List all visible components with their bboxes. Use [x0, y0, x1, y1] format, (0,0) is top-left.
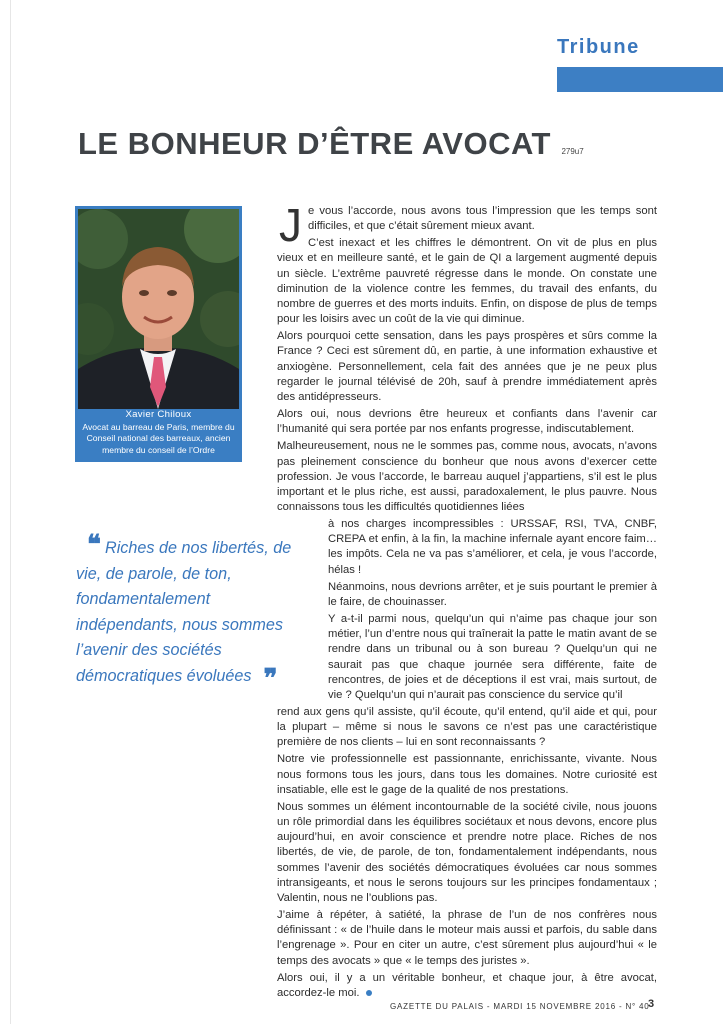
paragraph-text: Alors oui, il y a un véritable bonheur, et chaque jour, à être avocat, accordez-le moi. — [277, 971, 657, 999]
paragraph: Nous sommes un élément incontournable de la société civile, nous jouons un rôle primordial dans les équilibres sociétaux et nous devons, encore plus aujourd’hui, en avoir conscience et prendre notre place. Riches de nos libertés, de vie, de parole, de ton, fondamentalement indépendants, nous sommes l’avenir des sociétés démocratiques évoluées car nous sommes intransigeants, et nous le serons toujours sur les principes fondamentaux ; Valentin, nous ne l’oublions pas. — [277, 800, 657, 904]
title-line — [78, 126, 584, 162]
pull-quote-text: Riches de nos libertés, de vie, de parole, de ton, fondamentalement indépendants, nous sommes l’avenir des sociétés démocratiques évoluées — [76, 539, 292, 685]
paragraph-last — [277, 971, 657, 1001]
paragraph: C’est inexact et les chiffres le démontrent. On vit de plus en plus vieux et en meilleure santé, et le gain de QI a largement augmenté depuis un siècle. L’extrême pauvreté régresse dans le monde. On constate une diminution de la violence contre les femmes, du travail des enfants, du nombre de guerres et des morts induits. Enfin, on dispose de plus de temps pour les loisirs avec un coût de la vie qui diminue. — [277, 237, 657, 326]
author-photo-box — [75, 206, 242, 462]
portrait-image — [78, 209, 239, 409]
author-photo — [78, 209, 239, 409]
paragraph — [277, 199, 657, 251]
open-quote-icon: ❝ — [87, 530, 101, 560]
close-quote-icon: ❞ — [263, 663, 278, 694]
drop-cap: J — [279, 199, 302, 251]
paragraph: Alors oui, nous devrions être heureux et confiants dans l’avenir car l’humanité qui sera portée par nos enfants progresse, indiscutablement. — [277, 408, 657, 436]
section-bar — [557, 67, 723, 92]
article-body — [277, 199, 657, 1003]
paragraph-text: e vous l’accorde, nous avons tous l’impression que les temps sont difficiles, et que c’était sûrement mieux avant. — [308, 205, 657, 233]
pull-quote — [76, 530, 304, 694]
paragraph: Alors pourquoi cette sensation, dans les pays prospères et sûrs comme la France ? Ceci est sûrement dû, en partie, à une information exhaustive et anxiogène. Personnellement, cela fait des années que je ne peux plus regarder le journal télévisé de 20h, sauf à prendre immédiatement après des antidépresseurs. — [277, 330, 657, 403]
article-ref: 279u7 — [561, 147, 584, 156]
article-title: LE BONHEUR D’ÊTRE AVOCAT — [78, 126, 551, 161]
paragraph: à nos charges incompressibles : URSSAF, RSI, TVA, CNBF, CREPA et enfin, à la fin, la machine infernale ayant encore faim… les impôts. Cela ne va pas s’améliorer, et cela, je vous l’accorde, hélas ! — [328, 518, 657, 576]
paragraph: rend aux gens qu’il assiste, qu’il écoute, qu’il entend, qu’il aide et qui, pour la plupart – même si nous le savons ce n’est pas une caractéristique première de nos clients – lui en sont reconnaissants ? — [277, 706, 657, 749]
page-edge — [10, 0, 11, 1024]
page-number: 3 — [648, 998, 655, 1010]
paragraph: Malheureusement, nous ne le sommes pas, comme nous, avocats, n’avons pas pleinement conscience du bonheur que nous avons d’exercer cette profession. Je vous l’accorde, le barreau auquel j’appartiens, s’il est le plus important et le plus riche, est aussi, paradoxalement, le plus pauvre. Nous connaissons tous les difficultés quotidiennes liées — [277, 440, 657, 513]
author-caption — [78, 409, 239, 456]
end-dot-icon — [366, 990, 372, 996]
paragraph: Y a-t-il parmi nous, quelqu’un qui n’aime pas chaque jour son métier, l’un d’entre nous qui traînerait la patte le matin avant de se rendre dans un tribunal ou à son bureau ? Quelqu’un qui ne saurait pas que chaque journée sera différente, faite de rencontres, de joies et de déceptions il est vrai, mais surtout, de vie ? Quelqu’un qui n’aurait pas conscience du service qu’il — [328, 613, 657, 701]
paragraph: Néanmoins, nous devrions arrêter, et je suis pourtant le premier à le faire, de chouinasser. — [328, 580, 657, 608]
author-name: Xavier Chiloux — [125, 409, 192, 420]
footer-publication: GAZETTE DU PALAIS - MARDI 15 NOVEMBRE 2016 - N° 40 — [390, 1002, 650, 1011]
author-description: Avocat au barreau de Paris, membre du Conseil national des barreaux, ancien membre du conseil de l’Ordre — [82, 422, 235, 455]
paragraph: Notre vie professionnelle est passionnante, enrichissante, vivante. Nous nous formons tous les jours, dans tous les domaines. Notre curiosité est insatiable, elle est le gage de la qualité de nos prestations. — [277, 753, 657, 796]
section-label: Tribune — [557, 36, 640, 58]
paragraph: J’aime à répéter, à satiété, la phrase de l’un de nos confrères nous définissant : « de l’huile dans le moteur mais aussi et parfois, du sable dans l’engrenage ». Pour en citer un autre, c’est sûrement plus aujourd’hui « le temps des avocats » que « le temps des juristes ». — [277, 909, 657, 967]
